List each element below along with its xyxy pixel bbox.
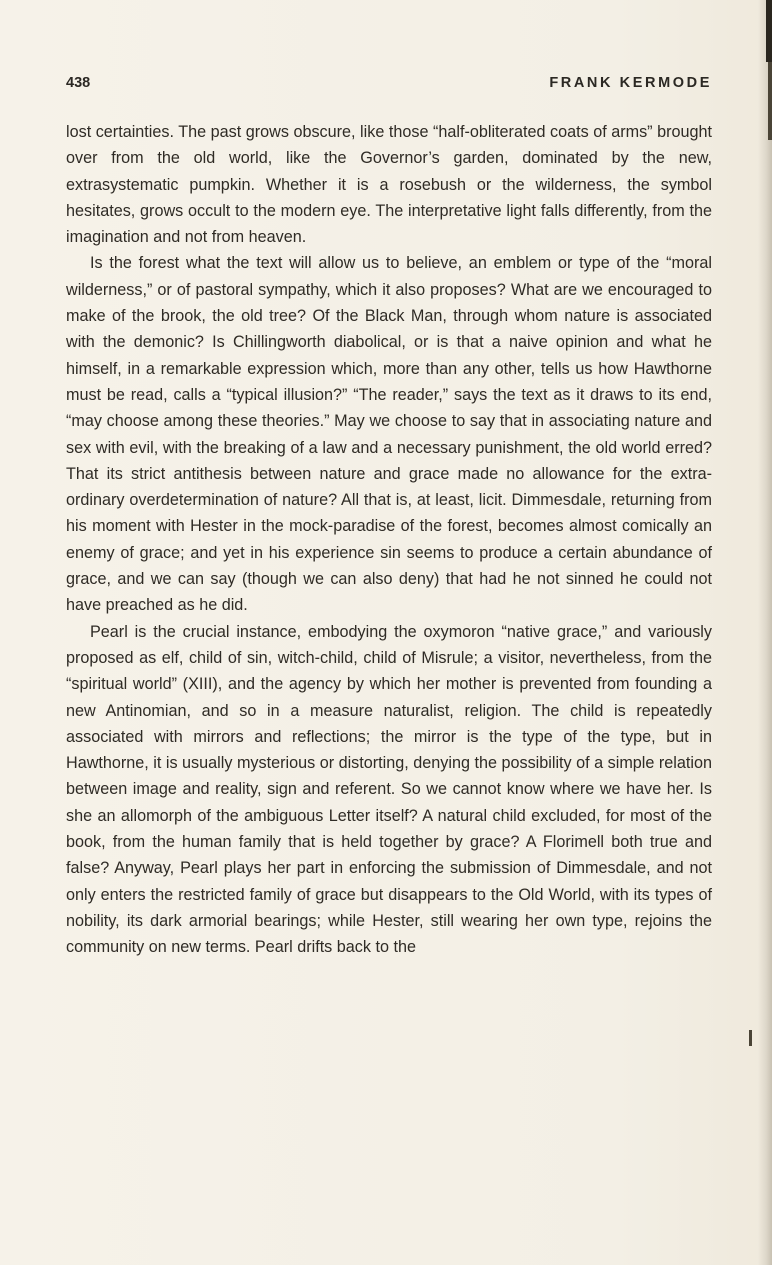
paragraph-continued: lost certainties. The past grows obscure, like those “half-obliterated coats of arms” brought over from the old world, like the Governor’s garden, dominated by the new, extrasystematic pumpkin. Whether it is a rosebush or the wilderness, the symbol hesitates, grows occult to the modern eye. The interpretative light falls differently, from the imagination and not from heaven. bbox=[66, 123, 712, 247]
scan-edge-mark bbox=[749, 1030, 752, 1046]
page-number: 438 bbox=[66, 75, 91, 91]
page-edge-shadow bbox=[758, 0, 772, 1265]
running-head: FRANK KERMODE bbox=[549, 75, 712, 91]
body-text bbox=[66, 119, 712, 961]
paragraph-forest: Is the forest what the text will allow us to believe, an emblem or type of the “moral wilderness,” or of pastoral sympathy, which it also proposes? What are we encouraged to make of the brook, the old tree? Of the Black Man, through whom nature is associated with the demonic? Is Chillingworth diabolical, or is that a naive opinion and what he himself, in a remarkable expression which, more than any other, tells us how Hawthorne must be read, calls a “typical illusion?” “The reader,” says the text as it draws to its end, “may choose among these theories.” May we choose to say that in associating nature and sex with evil, with the breaking of a law and a necessary punishment, the old world erred? That its strict antithesis between nature and grace made no allowance for the extra-ordinary overdetermination of nature? All that is, at least, licit. Dimmesdale, returning from his moment with Hester in the mock-paradise of the forest, becomes almost comically an enemy of grace; and yet in his experience sin seems to produce a certain abundance of grace, and we can say (though we can also deny) that had he not sinned he could not have preached as he did. bbox=[66, 254, 712, 615]
page-header bbox=[66, 75, 712, 95]
scan-edge-mark bbox=[768, 62, 772, 140]
scan-edge-mark bbox=[766, 0, 772, 62]
paragraph-pearl: Pearl is the crucial instance, embodying the oxymoron “native grace,” and variously proposed as elf, child of sin, witch-child, child of Misrule; a visitor, nevertheless, from the “spiritual world” (XIII), and the agency by which her mother is prevented from founding a new Antinomian, and so in a measure naturalist, religion. The child is repeatedly associated with mirrors and reflections; the mirror is the type of the type, but in Hawthorne, it is usually mysterious or distorting, denying the possibility of a simple relation between image and reality, sign and referent. So we cannot know where we have her. Is she an allomorph of the ambiguous Letter itself? A natural child excluded, for most of the book, from the human family that is held together by grace? A Florimell both true and false? Anyway, Pearl plays her part in enforcing the submission of Dimmesdale, and not only enters the restricted family of grace but disappears to the Old World, with its types of nobility, its dark armorial bearings; while Hester, still wearing her own type, rejoins the community on new terms. Pearl drifts back to the bbox=[66, 622, 712, 957]
